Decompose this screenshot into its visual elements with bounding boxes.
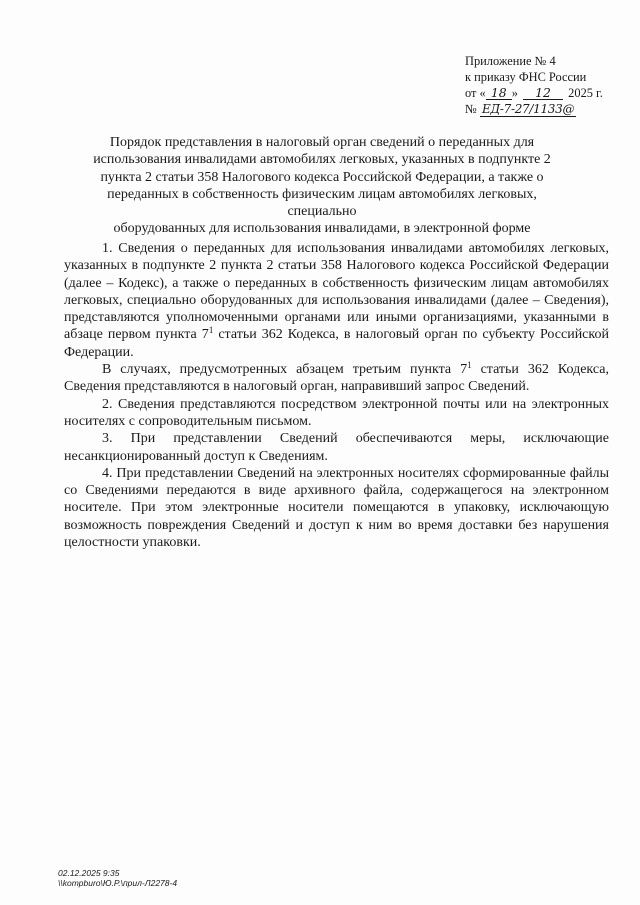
- title-line: оборудованных для использования инвалидами, в электронной форме: [113, 221, 531, 237]
- appendix-number: [465, 101, 625, 117]
- paragraph-2-text-a: В случаях, предусмотренных абзацем третьим пункта 7: [102, 362, 468, 378]
- document-body: [64, 240, 609, 551]
- title-line: пункта 2 статьи 358 Налогового кодекса Российской Федерации, а также о: [100, 169, 544, 185]
- number-prefix: №: [465, 102, 477, 116]
- date-prefix: от «: [465, 86, 486, 100]
- paragraph-3: 2. Сведения представляются посредством электронной почты или на электронных носителях с сопроводительным письмом.: [64, 396, 609, 429]
- footer-timestamp: 02.12.2025 9:35: [58, 868, 120, 878]
- paragraph-2: [64, 361, 609, 396]
- paragraph-4: 3. При представлении Сведений обеспечиваются меры, исключающие несанкционированный доступ к Сведениям.: [64, 431, 609, 464]
- paragraph-5: 4. При представлении Сведений на электронных носителях сформированные файлы со Сведениями передаются в виде архивного файла, содержащегося на электронном носителе. При этом электронные носители помещаются в упаковку, исключающую возможность повреждения Сведений и доступ к ним во время доставки без нарушения целостности упаковки.: [64, 465, 609, 551]
- date-month-handwritten: 12: [523, 86, 563, 100]
- date-year: 2025 г.: [568, 86, 603, 100]
- paragraph-1: [64, 240, 609, 361]
- paragraph-1-text-b: статьи 362 Кодекса, в налоговый орган по субъекту Российской Федерации.: [64, 327, 609, 360]
- date-quote-close: »: [511, 86, 518, 100]
- document-title: [84, 134, 560, 238]
- title-line: переданных в собственность физическим лицам автомобилях легковых, специально: [107, 186, 537, 220]
- appendix-header: [465, 53, 625, 117]
- order-number-handwritten: ЕД-7-27/1133@: [481, 102, 575, 116]
- superscript: 1: [467, 360, 472, 371]
- appendix-date: [465, 85, 625, 101]
- date-day-handwritten: 18: [486, 86, 512, 100]
- paragraph-1-text-a: 1. Сведения о переданных для использования инвалидами автомобилях легковых, указанных в подпункте 2 пункта 2 статьи 358 Налогового кодекса Российской Федерации (далее – Кодекс), а также о переданных в собственность физическим лицам автомобилях легковых, специально оборудованных для использования инвалидами (далее – Сведения), представляются уполномоченными органами или иными организациями, указанными в абзаце первом пункта 7: [64, 241, 609, 343]
- footer-metadata: [58, 868, 318, 888]
- superscript: 1: [208, 325, 214, 336]
- paragraph-2-text-b: статьи 362 Кодекса, Сведения представляются в налоговый орган, направивший запрос Сведений.: [64, 362, 609, 395]
- footer-file-path: \\kompburo\Ю.Р.\прил-Л2278-4: [58, 878, 178, 888]
- title-line: использования инвалидами автомобилях легковых, указанных в подпункте 2: [93, 152, 551, 168]
- title-line: Порядок представления в налоговый орган сведений о переданных для: [109, 135, 535, 150]
- appendix-order-ref: к приказу ФНС России: [465, 70, 587, 84]
- appendix-title: Приложение № 4: [465, 54, 556, 68]
